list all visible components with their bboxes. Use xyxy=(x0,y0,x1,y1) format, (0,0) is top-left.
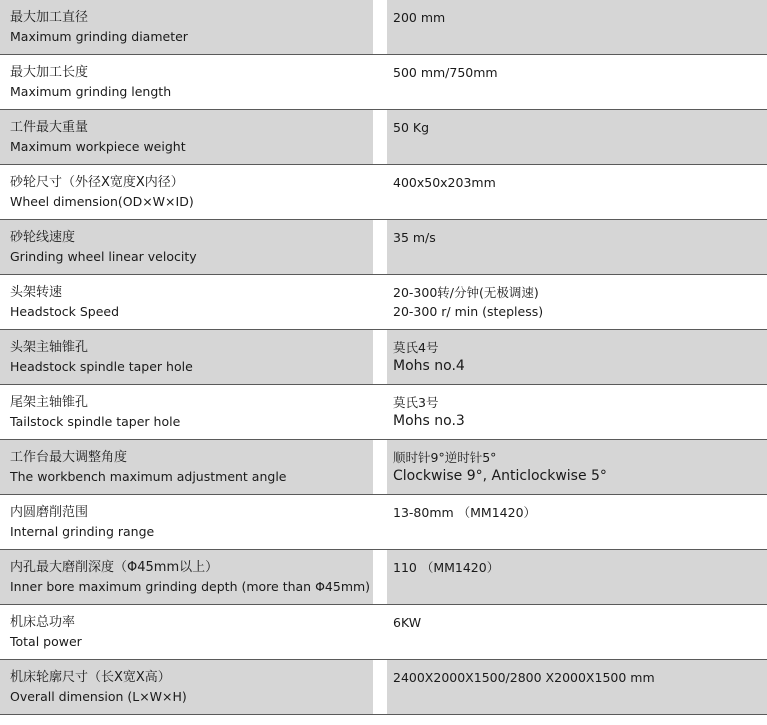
spec-label-cell xyxy=(0,440,373,494)
spec-value-cell xyxy=(387,495,767,549)
spec-label-en: Maximum grinding length xyxy=(10,84,172,99)
spec-row-headstock-speed xyxy=(0,275,767,330)
spec-row-wheel-dimension xyxy=(0,165,767,220)
spec-label-zh: 砂轮线速度 xyxy=(10,230,76,245)
spec-value-cell xyxy=(387,330,767,384)
spec-label-en: Headstock spindle taper hole xyxy=(10,359,193,374)
spec-label-en: Inner bore maximum grinding depth (more than Φ45mm) xyxy=(10,579,371,594)
spec-label-cell xyxy=(0,275,373,329)
spec-label-cell xyxy=(0,385,373,439)
spec-label-zh: 机床总功率 xyxy=(10,615,76,630)
spec-value-secondary: Mohs no.4 xyxy=(393,358,465,374)
spec-label-en: Wheel dimension(OD×W×ID) xyxy=(10,194,194,209)
spec-row-workbench-angle xyxy=(0,440,767,495)
spec-value-secondary: 20-300 r/ min (stepless) xyxy=(393,304,544,319)
spec-label-cell xyxy=(0,220,373,274)
spec-row-headstock-taper-hole xyxy=(0,330,767,385)
spec-row-max-grinding-length xyxy=(0,55,767,110)
spec-value: 6KW xyxy=(393,615,422,630)
spec-value: 50 Kg xyxy=(393,120,430,135)
spec-value: 莫氏4号 xyxy=(393,340,439,355)
spec-label-zh: 头架转速 xyxy=(10,285,63,300)
spec-row-max-grinding-diameter xyxy=(0,0,767,55)
spec-label-en: Overall dimension (L×W×H) xyxy=(10,689,187,704)
spec-label-en: Headstock Speed xyxy=(10,304,120,319)
spec-label-cell xyxy=(0,110,373,164)
spec-label-zh: 内圆磨削范围 xyxy=(10,505,89,520)
spec-value-cell xyxy=(387,605,767,659)
spec-value-cell xyxy=(387,220,767,274)
spec-row-overall-dimension xyxy=(0,660,767,715)
spec-value: 13-80mm （MM1420） xyxy=(393,505,537,520)
spec-label-cell xyxy=(0,495,373,549)
spec-label-zh: 头架主轴锥孔 xyxy=(10,340,89,355)
spec-label-zh: 最大加工直径 xyxy=(10,10,89,25)
spec-value-cell xyxy=(387,275,767,329)
spec-value-secondary: Mohs no.3 xyxy=(393,413,465,429)
spec-label-en: Internal grinding range xyxy=(10,524,155,539)
spec-value: 顺时针9°逆时针5° xyxy=(393,450,497,465)
spec-label-cell xyxy=(0,330,373,384)
spec-row-total-power xyxy=(0,605,767,660)
spec-value: 莫氏3号 xyxy=(393,395,439,410)
spec-value: 200 mm xyxy=(393,10,446,25)
spec-label-en: Maximum workpiece weight xyxy=(10,139,186,154)
spec-value-cell xyxy=(387,440,767,494)
spec-row-tailstock-taper-hole xyxy=(0,385,767,440)
spec-value-cell xyxy=(387,110,767,164)
spec-value: 110 （MM1420） xyxy=(393,560,500,575)
spec-label-zh: 尾架主轴锥孔 xyxy=(10,395,89,410)
spec-value-cell xyxy=(387,385,767,439)
spec-value-cell xyxy=(387,0,767,54)
spec-label-zh: 最大加工长度 xyxy=(10,65,89,80)
spec-label-cell xyxy=(0,55,373,109)
spec-value: 35 m/s xyxy=(393,230,436,245)
spec-label-en: Tailstock spindle taper hole xyxy=(10,414,181,429)
spec-row-max-workpiece-weight xyxy=(0,110,767,165)
spec-value: 20-300转/分钟(无极调速) xyxy=(393,285,539,300)
spec-value-cell xyxy=(387,165,767,219)
spec-row-wheel-linear-velocity xyxy=(0,220,767,275)
spec-label-en: The workbench maximum adjustment angle xyxy=(10,469,287,484)
spec-value: 500 mm/750mm xyxy=(393,65,498,80)
spec-row-internal-grinding-range xyxy=(0,495,767,550)
spec-value-cell xyxy=(387,55,767,109)
spec-label-en: Grinding wheel linear velocity xyxy=(10,249,197,264)
spec-label-cell xyxy=(0,0,373,54)
spec-row-inner-bore-depth xyxy=(0,550,767,605)
spec-label-zh: 内孔最大磨削深度（Φ45mm以上） xyxy=(10,560,219,575)
spec-value: 2400X2000X1500/2800 X2000X1500 mm xyxy=(393,670,655,685)
spec-label-cell xyxy=(0,550,373,604)
spec-label-cell xyxy=(0,605,373,659)
spec-value: 400x50x203mm xyxy=(393,175,496,190)
spec-value-secondary: Clockwise 9°, Anticlockwise 5° xyxy=(393,468,607,484)
spec-label-zh: 砂轮尺寸（外径X宽度X内径） xyxy=(10,175,184,190)
spec-label-zh: 工件最大重量 xyxy=(10,120,89,135)
spec-label-zh: 机床轮廓尺寸（长X宽X高） xyxy=(10,670,171,685)
spec-label-cell xyxy=(0,660,373,714)
spec-label-en: Maximum grinding diameter xyxy=(10,29,188,44)
spec-value-cell xyxy=(387,660,767,714)
spec-label-cell xyxy=(0,165,373,219)
spec-value-cell xyxy=(387,550,767,604)
spec-label-en: Total power xyxy=(10,634,82,649)
spec-label-zh: 工作台最大调整角度 xyxy=(10,450,128,465)
